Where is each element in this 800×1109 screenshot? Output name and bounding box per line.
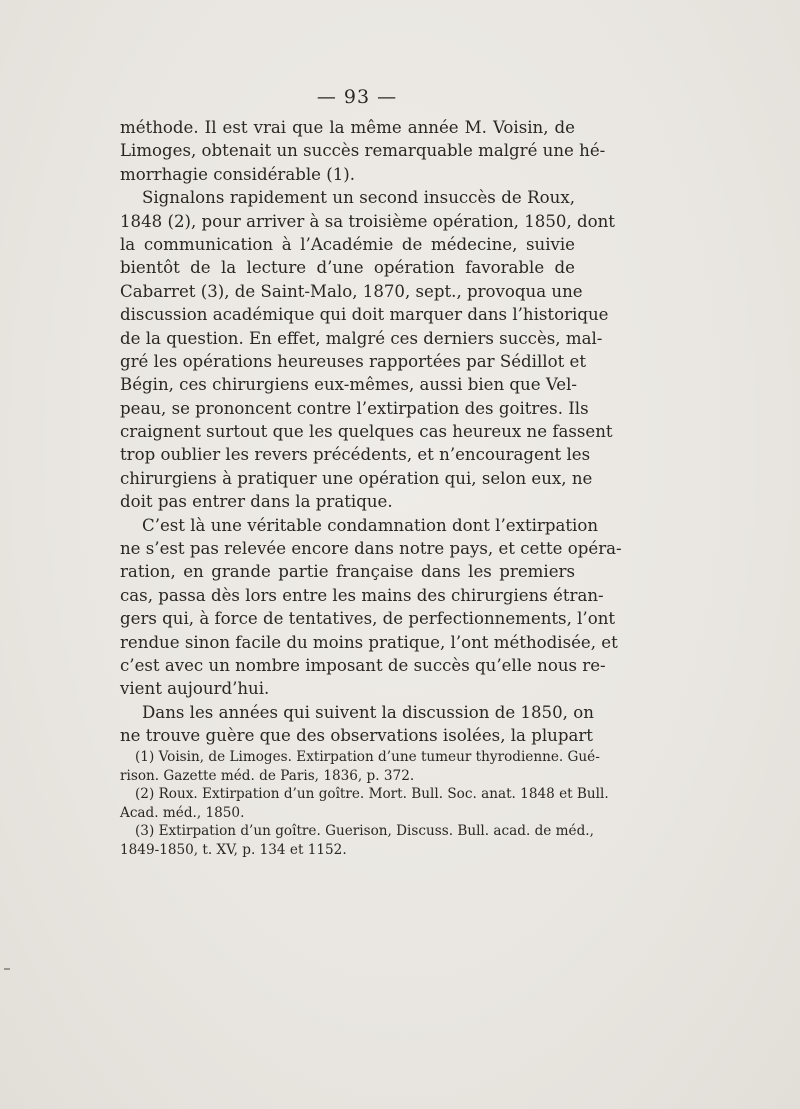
text-line: gré les opérations heureuses rapportées par Sédillot et xyxy=(120,351,586,371)
text-line: Limoges, obtenait un succès remarquable malgré une hé- xyxy=(120,141,606,161)
footnote-line: (2) Roux. Extirpation d’un goître. Mort. Bull. Soc. anat. 1848 et Bull. xyxy=(135,786,609,802)
text-line: 1848 (2), pour arriver à sa troisième opération, 1850, dont xyxy=(120,211,615,231)
text-line: discussion académique qui doit marquer dans l’historique xyxy=(120,305,609,325)
text-line: ne trouve guère que des observations isolées, la plupart xyxy=(120,726,593,746)
text-line: Bégin, ces chirurgiens eux-mêmes, aussi bien que Vel- xyxy=(120,375,578,395)
text-line: gers qui, à force de tentatives, de perfectionnements, l’ont xyxy=(120,609,616,629)
text-line: cas, passa dès lors entre les mains des chirurgiens étran- xyxy=(120,585,604,605)
text-line: Dans les années qui suivent la discussion de 1850, on xyxy=(142,702,594,722)
page-number: — 93 — xyxy=(316,86,398,108)
text-line: Cabarret (3), de Saint-Malo, 1870, sept., provoqua une xyxy=(120,281,583,301)
text-line: chirurgiens à pratiquer une opération qui, selon eux, ne xyxy=(120,468,593,488)
footnote-line: (3) Extirpation d’un goître. Guerison, Discuss. Bull. acad. de méd., xyxy=(135,823,594,839)
text-line: Signalons rapidement un second insuccès de Roux, xyxy=(142,188,575,208)
text-line: doit pas entrer dans la pratique. xyxy=(120,492,393,512)
footnotes xyxy=(120,748,609,859)
text-line: peau, se prononcent contre l’extirpation des goitres. Ils xyxy=(120,398,589,418)
text-line: craignent surtout que les quelques cas heureux ne fassent xyxy=(120,422,613,442)
text-line: C’est là une véritable condamnation dont l’extirpation xyxy=(142,515,599,535)
text-line: morrhagie considérable (1). xyxy=(120,164,356,184)
text-line: bientôt de la lecture d’une opération favorable de xyxy=(120,258,575,278)
footnote-line: Acad. méd., 1850. xyxy=(120,804,245,821)
text-line: ne s’est pas relevée encore dans notre pays, et cette opéra- xyxy=(120,539,622,559)
text-line: méthode. Il est vrai que la même année M. Voisin, de xyxy=(120,118,575,137)
text-line: de la question. En effet, malgré ces derniers succès, mal- xyxy=(120,328,603,348)
footnote-line: (1) Voisin, de Limoges. Extirpation d’une tumeur thyrodienne. Gué- xyxy=(135,749,600,765)
margin-mark xyxy=(4,968,10,970)
text-line: ration, en grande partie française dans les premiers xyxy=(120,562,575,582)
text-line: vient aujourd’hui. xyxy=(120,679,270,699)
body-text xyxy=(120,116,622,748)
text-line: rendue sinon facile du moins pratique, l’ont méthodisée, et xyxy=(120,632,618,652)
text-line: trop oublier les revers précédents, et n’encouragent les xyxy=(120,445,591,465)
footnote-line: 1849-1850, t. XV, p. 134 et 1152. xyxy=(120,841,347,858)
text-line: la communication à l’Académie de médecine, suivie xyxy=(120,234,575,254)
footnote-line: rison. Gazette méd. de Paris, 1836, p. 372. xyxy=(120,767,415,784)
text-line: c’est avec un nombre imposant de succès qu’elle nous re- xyxy=(120,655,606,675)
